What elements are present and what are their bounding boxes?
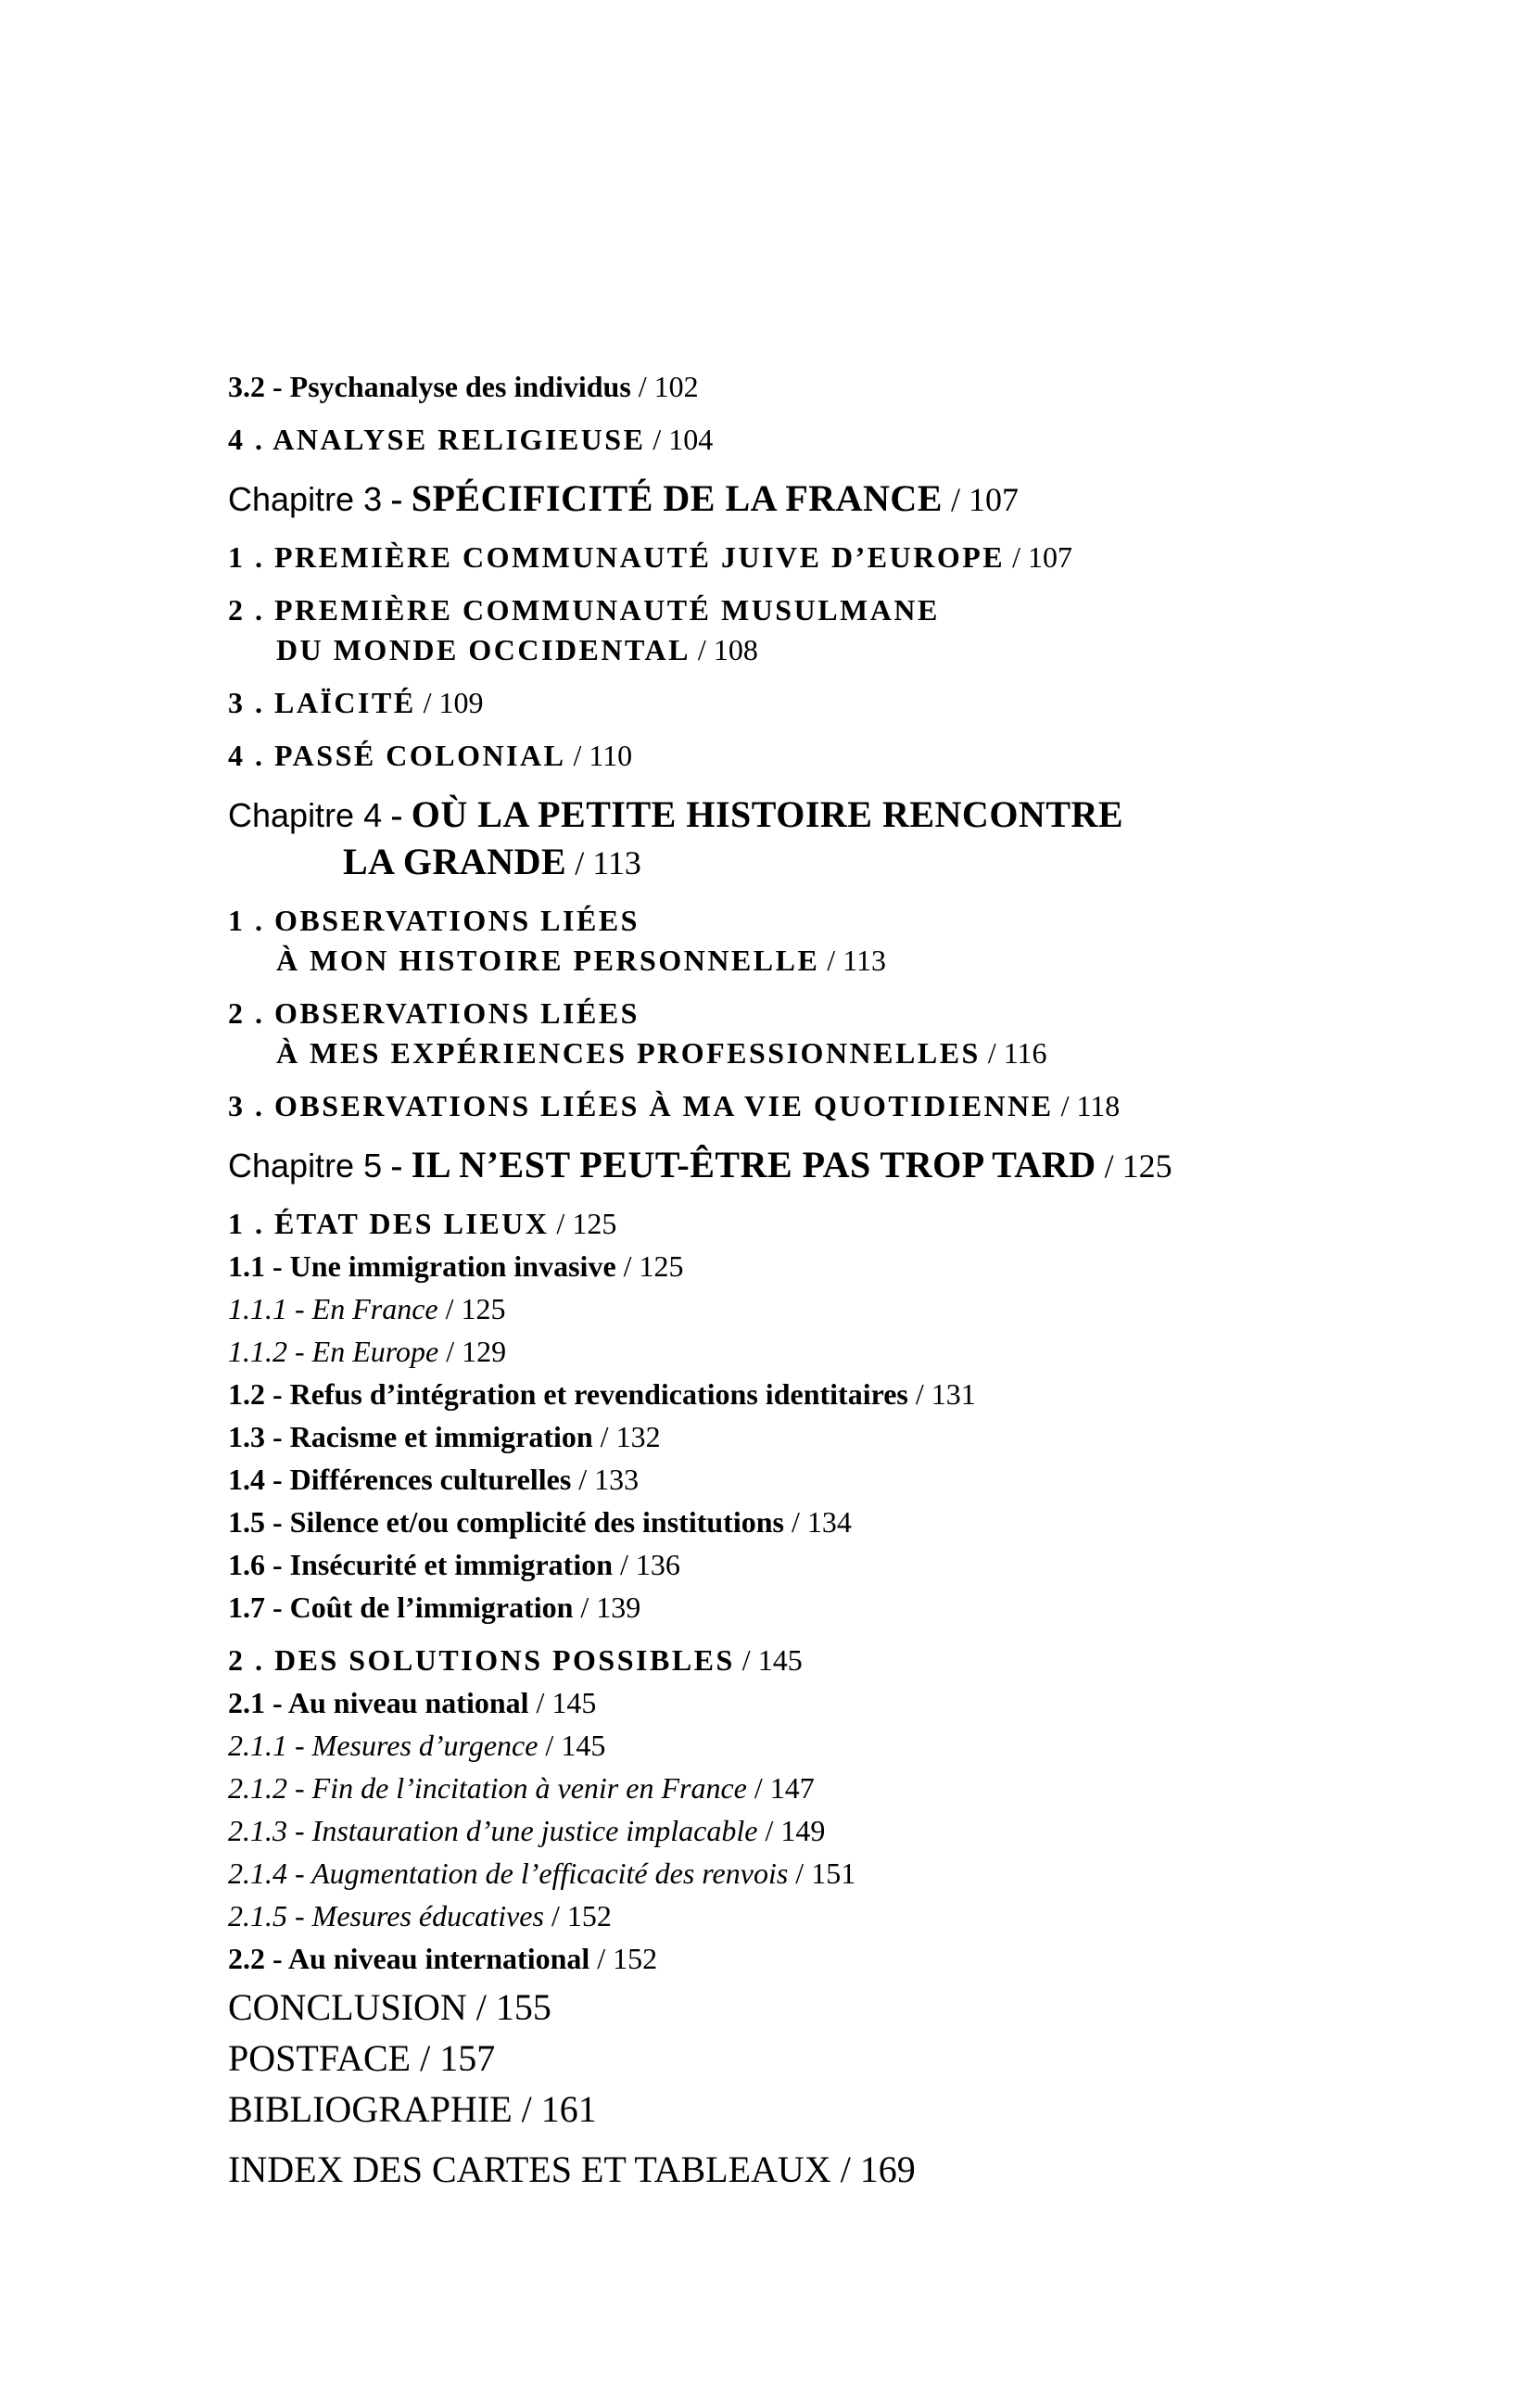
entry-title: OBSERVATIONS LIÉES À MA VIE QUOTIDIENNE xyxy=(274,1089,1054,1122)
toc-entry xyxy=(228,1940,1526,1977)
entry-title: À MES EXPÉRIENCES PROFESSIONNELLES xyxy=(276,1036,981,1070)
toc-entry xyxy=(228,1589,1526,1626)
entry-title: OBSERVATIONS LIÉES xyxy=(274,996,640,1030)
entry-page: / 104 xyxy=(645,423,714,456)
entry-number: 1.4 - xyxy=(228,1463,290,1496)
toc-entry xyxy=(228,1503,1526,1540)
entry-title: BIBLIOGRAPHIE xyxy=(228,2088,513,2130)
entry-number: 2.1.1 - xyxy=(228,1729,312,1762)
toc-entry xyxy=(228,839,1526,886)
entry-page: / 125 xyxy=(1096,1147,1172,1185)
toc-entry xyxy=(228,591,1526,628)
chapter-number-label: Chapitre 3 xyxy=(228,480,383,518)
entry-number: 1.6 - xyxy=(228,1548,290,1581)
entry-number: 3 . xyxy=(228,686,274,719)
entry-page: / 169 xyxy=(830,2148,916,2190)
entry-number: 1.2 - xyxy=(228,1377,290,1411)
separator-dash: - xyxy=(382,1147,412,1185)
entry-number: 3 . xyxy=(228,1089,274,1122)
entry-page: / 139 xyxy=(573,1591,641,1624)
toc-entry xyxy=(228,1290,1526,1327)
entry-page: / 132 xyxy=(592,1420,661,1453)
toc-entry xyxy=(228,1461,1526,1498)
entry-number: 2 . xyxy=(228,593,274,627)
toc-entry xyxy=(228,1727,1526,1764)
entry-page: / 152 xyxy=(589,1942,658,1975)
toc-entry xyxy=(228,1897,1526,1934)
entry-title: Psychanalyse des individus xyxy=(289,370,631,403)
entry-title: DU MONDE OCCIDENTAL xyxy=(276,633,690,666)
entry-page: / 136 xyxy=(613,1548,680,1581)
toc-entry xyxy=(228,631,1526,668)
toc-entry xyxy=(228,2089,1526,2130)
toc-entry xyxy=(228,2038,1526,2079)
toc-entry xyxy=(228,1769,1526,1806)
entry-title: Coût de l’immigration xyxy=(289,1591,574,1624)
entry-page: / 161 xyxy=(512,2088,597,2130)
entry-title: Refus d’intégration et revendications identitaires xyxy=(289,1377,908,1411)
toc-entry xyxy=(228,1641,1526,1679)
entry-title: OBSERVATIONS LIÉES xyxy=(274,904,640,937)
entry-page: / 113 xyxy=(819,944,886,977)
toc-entry xyxy=(228,2149,1526,2190)
toc-entry xyxy=(228,942,1526,979)
entry-number: 2.1.5 - xyxy=(228,1899,312,1933)
entry-title: Une immigration invasive xyxy=(289,1249,616,1283)
entry-page: / 131 xyxy=(907,1377,976,1411)
entry-number: 4 . xyxy=(228,739,274,772)
toc-entry xyxy=(228,1987,1526,2028)
entry-title: ÉTAT DES LIEUX xyxy=(274,1207,550,1240)
entry-page: / 147 xyxy=(746,1771,815,1805)
entry-page: / 151 xyxy=(788,1857,856,1890)
entry-title: SPÉCIFICITÉ DE LA FRANCE xyxy=(411,477,943,519)
entry-page: / 107 xyxy=(942,481,1019,518)
entry-title: Augmentation de l’efficacité des renvois xyxy=(311,1857,789,1890)
entry-title: En Europe xyxy=(311,1335,439,1368)
chapter-number-label: Chapitre 4 xyxy=(228,796,383,834)
entry-title: POSTFACE xyxy=(228,2037,412,2079)
chapter-number-label: Chapitre 5 xyxy=(228,1147,383,1185)
toc-entry xyxy=(228,995,1526,1032)
entry-page: / 125 xyxy=(437,1292,506,1325)
toc-entry xyxy=(228,368,1526,405)
toc-entry xyxy=(228,1333,1526,1370)
toc-entry xyxy=(228,1375,1526,1413)
entry-page: / 109 xyxy=(415,686,484,719)
entry-number: 1 . xyxy=(228,904,274,937)
entry-number: 1.7 - xyxy=(228,1591,290,1624)
entry-title: Mesures d’urgence xyxy=(311,1729,538,1762)
toc-entry xyxy=(228,1034,1526,1071)
entry-page: / 107 xyxy=(1005,540,1072,574)
entry-title: Insécurité et immigration xyxy=(289,1548,614,1581)
table-of-contents xyxy=(228,368,1526,2190)
entry-page: / 113 xyxy=(566,844,641,881)
toc-entry xyxy=(228,1205,1526,1242)
toc-entry xyxy=(228,902,1526,939)
toc-entry xyxy=(228,1546,1526,1583)
entry-number: 1.1.1 - xyxy=(228,1292,312,1325)
entry-title: PASSÉ COLONIAL xyxy=(274,739,566,772)
entry-title: Mesures éducatives xyxy=(311,1899,544,1933)
entry-number: 2 . xyxy=(228,996,274,1030)
entry-page: / 110 xyxy=(565,739,633,772)
entry-page: / 125 xyxy=(549,1207,617,1240)
entry-page: / 129 xyxy=(438,1335,507,1368)
entry-page: / 125 xyxy=(615,1249,684,1283)
entry-page: / 102 xyxy=(630,370,699,403)
entry-title: IL N’EST PEUT-ÊTRE PAS TROP TARD xyxy=(411,1144,1096,1185)
entry-page: / 149 xyxy=(757,1814,826,1847)
entry-number: 1.5 - xyxy=(228,1505,290,1539)
entry-page: / 155 xyxy=(466,1986,551,2028)
entry-number: 2.1.4 - xyxy=(228,1857,312,1890)
entry-title: PREMIÈRE COMMUNAUTÉ MUSULMANE xyxy=(274,593,940,627)
toc-entry xyxy=(228,737,1526,774)
entry-title: CONCLUSION xyxy=(228,1986,467,2028)
entry-page: / 134 xyxy=(783,1505,852,1539)
toc-entry xyxy=(228,1248,1526,1285)
entry-number: 2 . xyxy=(228,1643,274,1677)
entry-title: INDEX DES CARTES ET TABLEAUX xyxy=(228,2148,831,2190)
toc-entry xyxy=(228,1812,1526,1849)
entry-number: 2.2 - xyxy=(228,1942,288,1975)
entry-title: À MON HISTOIRE PERSONNELLE xyxy=(276,944,820,977)
entry-number: 3.2 - xyxy=(228,370,290,403)
entry-title: Au niveau national xyxy=(287,1686,529,1719)
entry-page: / 118 xyxy=(1053,1089,1121,1122)
entry-number: 2.1 - xyxy=(228,1686,288,1719)
entry-title: PREMIÈRE COMMUNAUTÉ JUIVE D’EUROPE xyxy=(274,540,1006,574)
entry-title: Différences culturelles xyxy=(289,1463,572,1496)
toc-entry xyxy=(228,475,1526,523)
toc-entry xyxy=(228,1142,1526,1189)
entry-page: / 116 xyxy=(980,1036,1047,1070)
entry-number: 1 . xyxy=(228,1207,274,1240)
entry-title: LA GRANDE xyxy=(343,841,567,882)
entry-title: Fin de l’incitation à venir en France xyxy=(311,1771,747,1805)
entry-number: 1.1.2 - xyxy=(228,1335,312,1368)
toc-entry xyxy=(228,1087,1526,1124)
toc-entry xyxy=(228,1684,1526,1721)
entry-page: / 145 xyxy=(538,1729,606,1762)
entry-title: Racisme et immigration xyxy=(289,1420,593,1453)
entry-page: / 108 xyxy=(690,633,758,666)
entry-page: / 145 xyxy=(734,1643,803,1677)
entry-number: 2.1.3 - xyxy=(228,1814,312,1847)
toc-entry xyxy=(228,421,1526,458)
entry-title: OÙ LA PETITE HISTOIRE RENCONTRE xyxy=(411,793,1124,835)
toc-entry xyxy=(228,684,1526,721)
entry-page: / 145 xyxy=(528,1686,597,1719)
entry-title: ANALYSE RELIGIEUSE xyxy=(272,423,646,456)
entry-number: 1.1 - xyxy=(228,1249,290,1283)
entry-number: 1 . xyxy=(228,540,274,574)
entry-title: Au niveau international xyxy=(287,1942,590,1975)
entry-title: En France xyxy=(311,1292,438,1325)
separator-dash: - xyxy=(382,480,412,519)
entry-title: LAÏCITÉ xyxy=(274,686,416,719)
entry-page: / 152 xyxy=(543,1899,612,1933)
toc-entry xyxy=(228,1855,1526,1892)
toc-entry xyxy=(228,539,1526,576)
entry-number: 1.3 - xyxy=(228,1420,290,1453)
toc-entry xyxy=(228,792,1526,839)
entry-page: / 157 xyxy=(411,2037,496,2079)
separator-dash: - xyxy=(382,796,412,835)
entry-number: 2.1.2 - xyxy=(228,1771,312,1805)
entry-title: Instauration d’une justice implacable xyxy=(311,1814,758,1847)
toc-entry xyxy=(228,1418,1526,1455)
entry-page: / 133 xyxy=(571,1463,640,1496)
entry-number: 4 . xyxy=(228,423,273,456)
entry-title: DES SOLUTIONS POSSIBLES xyxy=(274,1643,735,1677)
entry-title: Silence et/ou complicité des institutions xyxy=(289,1505,784,1539)
